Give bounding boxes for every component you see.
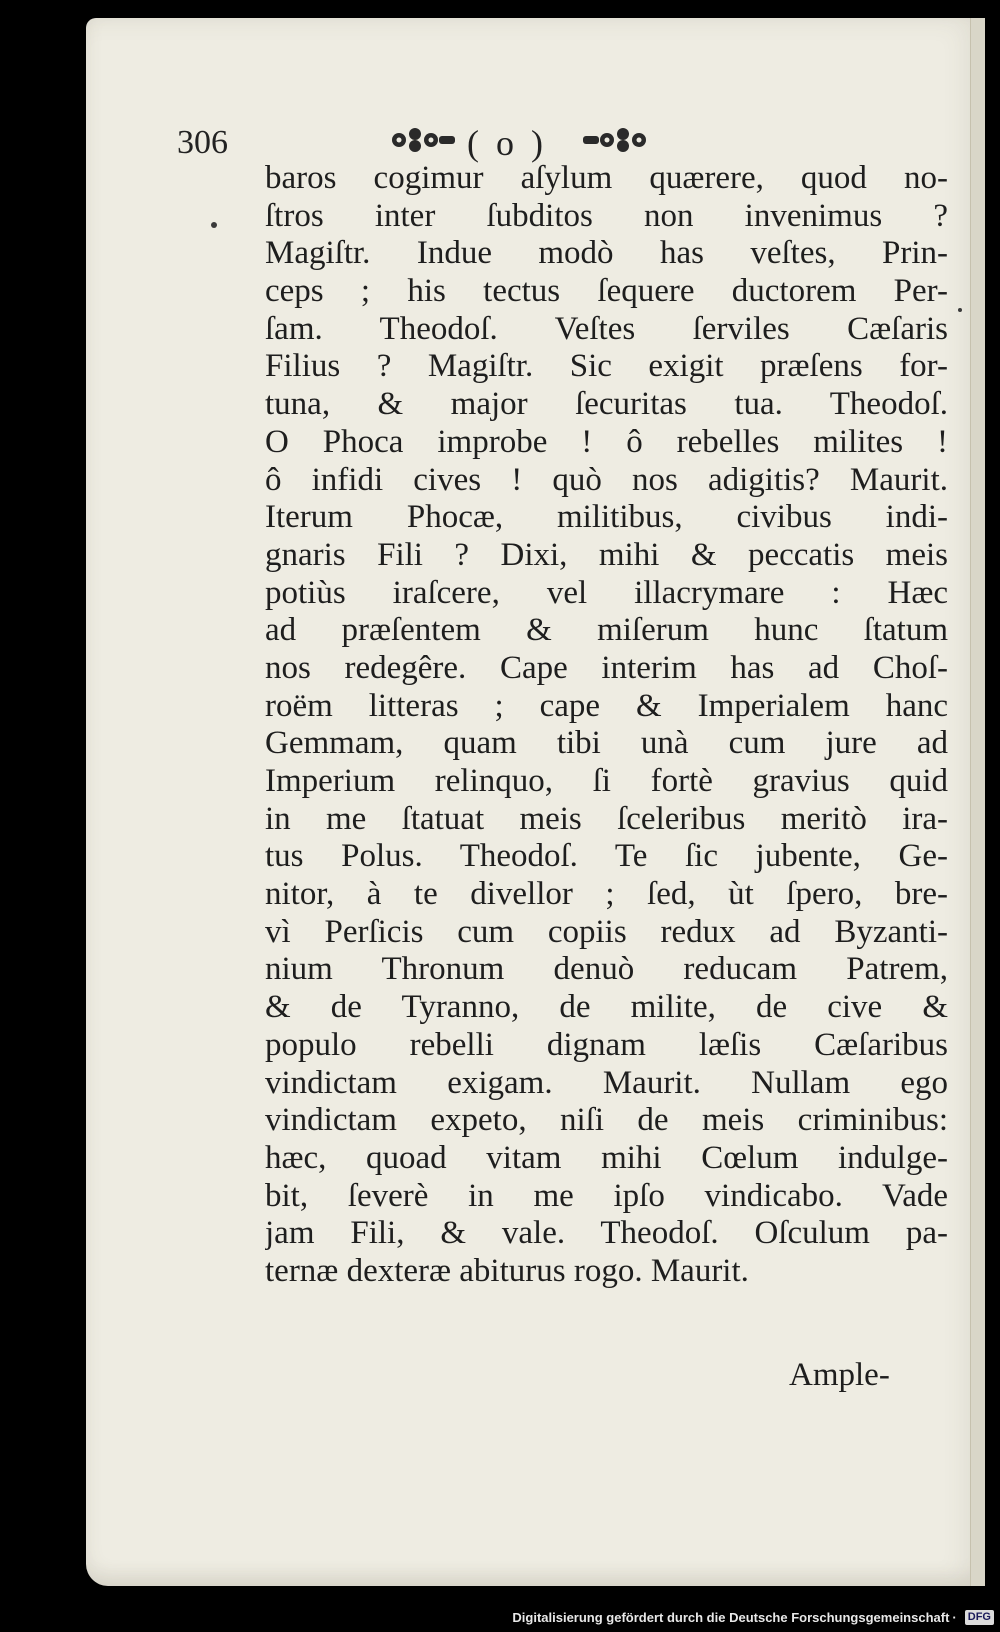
text-line: potiùs iraſcere, vel illacrymare : Hæc [265, 574, 948, 611]
text-line: O Phoca improbe ! ô rebelles milites ! [265, 423, 948, 460]
text-line: nos redegêre. Cape interim has ad Choſ- [265, 649, 948, 686]
text-line: ſam. Theodoſ. Veſtes ſerviles Cæſaris [265, 310, 948, 347]
text-line: Imperium relinquo, ſi fortè gravius quid [265, 763, 948, 799]
text-line: hæc, quoad vitam mihi Cœlum indulge- [265, 1139, 948, 1176]
text-line: Iterum Phocæ, militibus, civibus indi- [265, 499, 948, 536]
dfg-logo: DFG [965, 1610, 994, 1625]
body-text [265, 160, 948, 1291]
ornament-left-icon [389, 124, 461, 156]
text-line: vì Perſicis cum copiis redux ad Byzanti- [265, 913, 948, 950]
text-line: nium Thronum denuò reducam Patrem, [265, 951, 948, 988]
text-line: populo rebelli dignam læſis Cæſaribus [265, 1026, 948, 1063]
text-line: vindictam exigam. Maurit. Nullam ego [265, 1064, 948, 1101]
text-line: tuna, & major ſecuritas tua. Theodoſ. [265, 386, 948, 423]
page-header [177, 118, 647, 162]
digitization-credit [512, 1608, 994, 1626]
text-line: & de Tyranno, de milite, de cive & [265, 989, 948, 1026]
credit-text: Digitalisierung gefördert durch die Deutsche Forschungsgemeinschaft [512, 1609, 950, 1625]
page-number: 306 [177, 124, 228, 161]
page-gutter [970, 18, 985, 1586]
text-line: ſtros inter ſubditos non invenimus ? [265, 197, 948, 234]
credit-separator: · [952, 1609, 957, 1625]
text-line: gnaris Fili ? Dixi, mihi & peccatis meis [265, 536, 948, 573]
text-line: ô infidi cives ! quò nos adigitis? Maurit. [265, 461, 948, 498]
text-line: ternæ dexteræ abiturus rogo. Maurit. [265, 1252, 749, 1289]
text-line: bit, ſeverè in me ipſo vindicabo. Vade [265, 1177, 948, 1214]
text-line: in me ſtatuat meis ſceleribus meritò ira- [265, 800, 948, 837]
text-line: nitor, à te divellor ; ſed, ùt ſpero, bre- [265, 876, 948, 913]
margin-mark [958, 308, 962, 312]
margin-mark [211, 222, 217, 228]
text-line: ceps ; his tectus ſequere ductorem Per- [265, 273, 948, 310]
text-line: tus Polus. Theodoſ. Te ſic jubente, Ge- [265, 838, 948, 875]
text-line: vindictam expeto, niſi de meis criminibus: [265, 1102, 948, 1139]
catchword: Ample- [789, 1357, 890, 1393]
text-line: ad præſentem & miſerum hunc ſtatum [265, 612, 948, 649]
ornament-right-icon [577, 124, 649, 156]
text-line: jam Fili, & vale. Theodoſ. Oſculum pa- [265, 1215, 948, 1252]
text-line: Magiſtr. Indue modò has veſtes, Prin- [265, 235, 948, 272]
text-line: Gemmam, quam tibi unà cum jure ad [265, 725, 948, 762]
text-line: baros cogimur aſylum quærere, quod no- [265, 160, 948, 196]
running-head: ( o ) [467, 123, 547, 163]
text-line: roëm litteras ; cape & Imperialem hanc [265, 687, 948, 724]
text-line: Filius ? Magiſtr. Sic exigit præſens for- [265, 348, 948, 385]
